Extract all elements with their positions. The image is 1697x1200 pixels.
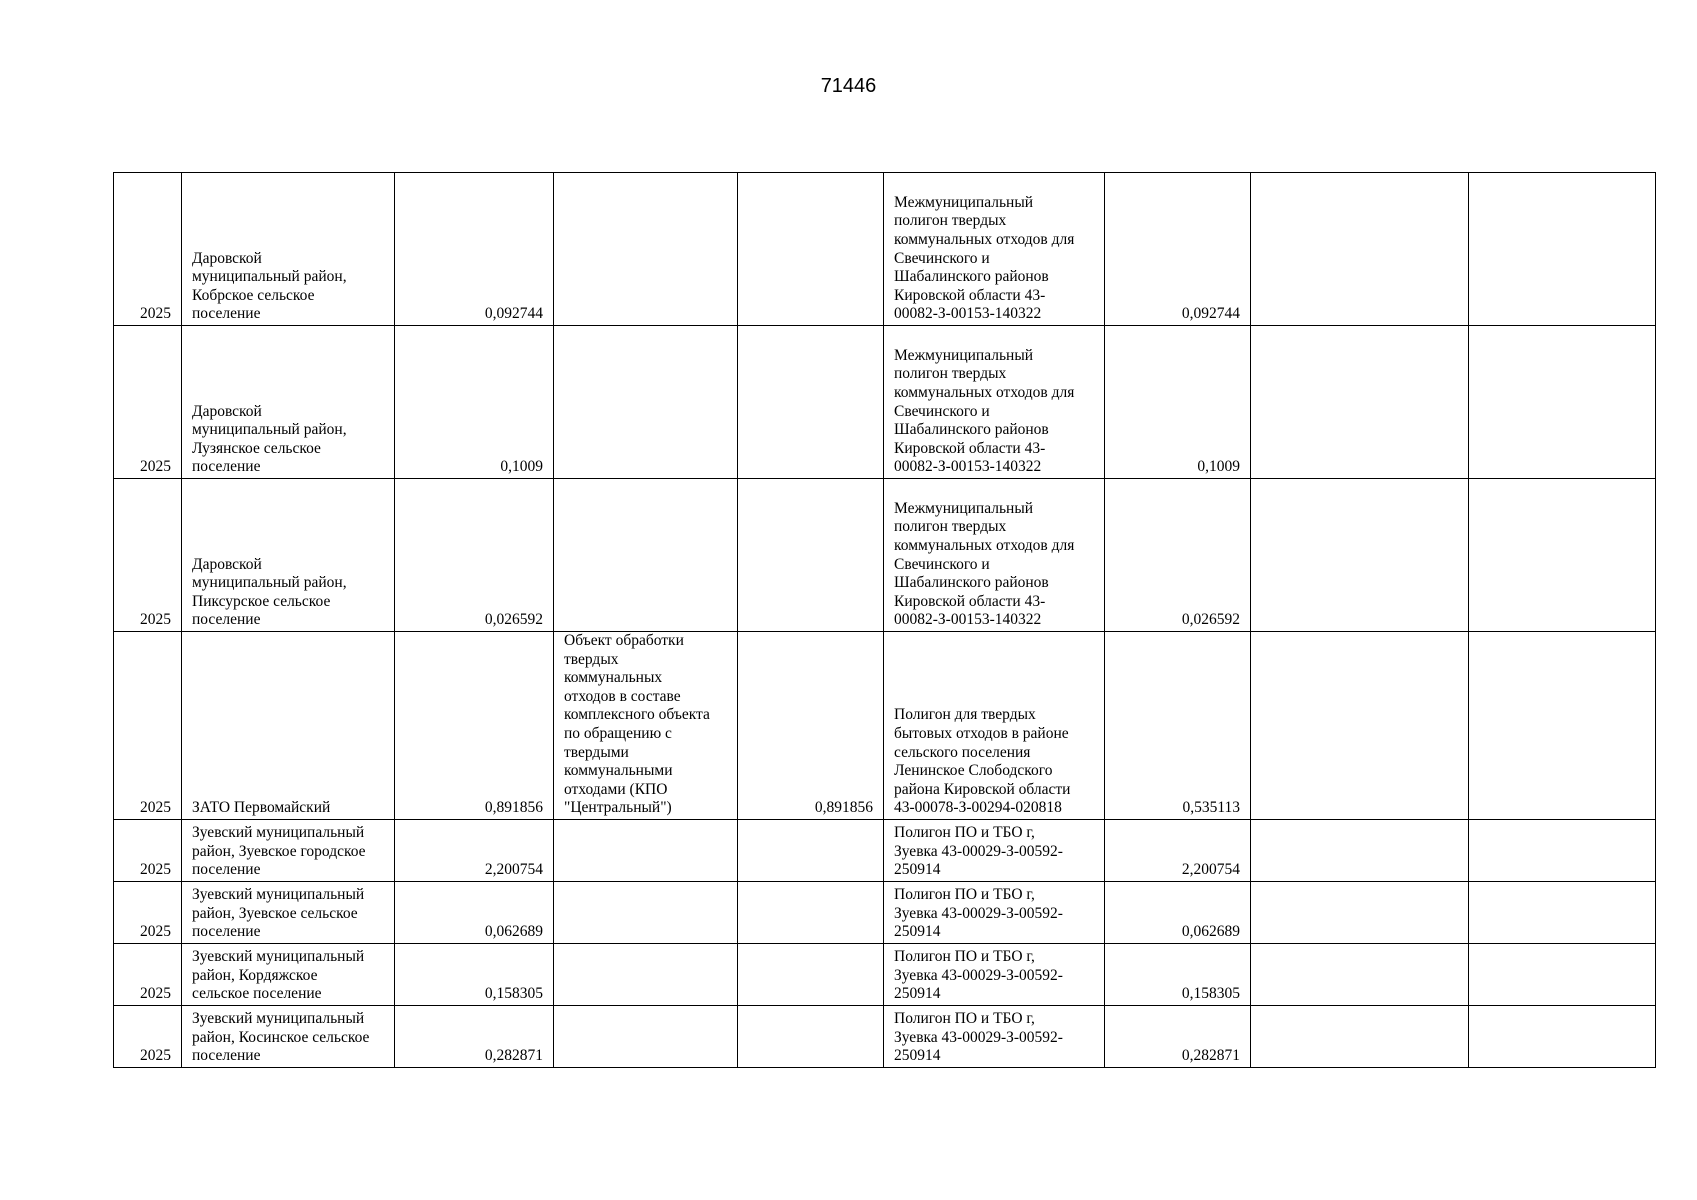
disposal-object-cell: Полигон ПО и ТБО г, Зуевка 43-00029-З-00592- 250914 (884, 820, 1105, 882)
disposal-object-cell: Полигон для твердых бытовых отходов в районе сельского поселения Ленинское Слободского района Кировской области 43-00078-З-00294-020818 (884, 632, 1105, 820)
processing-object-cell (554, 1006, 738, 1068)
empty-cell (1251, 632, 1469, 820)
territory-cell: ЗАТО Первомайский (182, 632, 395, 820)
disposal-object-cell: Полигон ПО и ТБО г, Зуевка 43-00029-З-00592- 250914 (884, 882, 1105, 944)
year-cell: 2025 (114, 479, 182, 632)
processing-volume-cell: 0,891856 (738, 632, 884, 820)
empty-cell (1251, 479, 1469, 632)
disposal-object-cell: Полигон ПО и ТБО г, Зуевка 43-00029-З-00592- 250914 (884, 944, 1105, 1006)
table-row (114, 479, 1656, 632)
territory-cell: Зуевский муниципальный район, Зуевское сельское поселение (182, 882, 395, 944)
disposal-volume-cell: 0,282871 (1105, 1006, 1251, 1068)
year-cell: 2025 (114, 882, 182, 944)
volume-cell: 0,026592 (395, 479, 554, 632)
empty-cell (1469, 326, 1656, 479)
empty-cell (1469, 632, 1656, 820)
empty-cell (1251, 326, 1469, 479)
disposal-volume-cell: 0,062689 (1105, 882, 1251, 944)
processing-volume-cell (738, 173, 884, 326)
volume-cell: 0,062689 (395, 882, 554, 944)
volume-cell: 0,891856 (395, 632, 554, 820)
territory-cell: Даровской муниципальный район, Лузянское сельское поселение (182, 326, 395, 479)
territory-cell: Зуевский муниципальный район, Косинское сельское поселение (182, 1006, 395, 1068)
empty-cell (1251, 820, 1469, 882)
year-cell: 2025 (114, 326, 182, 479)
table-row (114, 1006, 1656, 1068)
year-cell: 2025 (114, 173, 182, 326)
empty-cell (1469, 944, 1656, 1006)
year-cell: 2025 (114, 820, 182, 882)
table-row (114, 944, 1656, 1006)
processing-volume-cell (738, 479, 884, 632)
volume-cell: 0,282871 (395, 1006, 554, 1068)
empty-cell (1469, 173, 1656, 326)
disposal-volume-cell: 2,200754 (1105, 820, 1251, 882)
disposal-object-cell: Межмуниципальный полигон твердых коммунальных отходов для Свечинского и Шабалинского районов Кировской области 43- 00082-З-00153-140322 (884, 326, 1105, 479)
table-row (114, 882, 1656, 944)
table-row (114, 820, 1656, 882)
territory-cell: Зуевский муниципальный район, Зуевское городское поселение (182, 820, 395, 882)
disposal-volume-cell: 0,158305 (1105, 944, 1251, 1006)
territory-cell: Зуевский муниципальный район, Кордяжское сельское поселение (182, 944, 395, 1006)
year-cell: 2025 (114, 1006, 182, 1068)
table-row (114, 173, 1656, 326)
processing-volume-cell (738, 882, 884, 944)
empty-cell (1469, 820, 1656, 882)
disposal-object-cell: Межмуниципальный полигон твердых коммунальных отходов для Свечинского и Шабалинского районов Кировской области 43- 00082-З-00153-140322 (884, 173, 1105, 326)
empty-cell (1251, 882, 1469, 944)
processing-object-cell (554, 820, 738, 882)
empty-cell (1251, 1006, 1469, 1068)
processing-object-cell (554, 173, 738, 326)
processing-volume-cell (738, 1006, 884, 1068)
page-number: 71446 (820, 75, 877, 97)
table-row (114, 632, 1656, 820)
empty-cell (1251, 944, 1469, 1006)
processing-volume-cell (738, 326, 884, 479)
territory-cell: Даровской муниципальный район, Кобрское сельское поселение (182, 173, 395, 326)
processing-volume-cell (738, 820, 884, 882)
processing-object-cell: Объект обработки твердых коммунальных отходов в составе комплексного объекта по обращению с твердыми коммунальными отходами (КПО "Центральный") (554, 632, 738, 820)
disposal-volume-cell: 0,092744 (1105, 173, 1251, 326)
disposal-object-cell: Межмуниципальный полигон твердых коммунальных отходов для Свечинского и Шабалинского районов Кировской области 43- 00082-З-00153-140322 (884, 479, 1105, 632)
empty-cell (1469, 1006, 1656, 1068)
year-cell: 2025 (114, 944, 182, 1006)
volume-cell: 0,1009 (395, 326, 554, 479)
processing-volume-cell (738, 944, 884, 1006)
waste-flow-table (113, 172, 1656, 1068)
disposal-volume-cell: 0,1009 (1105, 326, 1251, 479)
empty-cell (1469, 479, 1656, 632)
year-cell: 2025 (114, 632, 182, 820)
processing-object-cell (554, 944, 738, 1006)
table-row (114, 326, 1656, 479)
empty-cell (1469, 882, 1656, 944)
disposal-volume-cell: 0,026592 (1105, 479, 1251, 632)
volume-cell: 0,158305 (395, 944, 554, 1006)
processing-object-cell (554, 479, 738, 632)
processing-object-cell (554, 882, 738, 944)
processing-object-cell (554, 326, 738, 479)
volume-cell: 2,200754 (395, 820, 554, 882)
disposal-volume-cell: 0,535113 (1105, 632, 1251, 820)
territory-cell: Даровской муниципальный район, Пиксурское сельское поселение (182, 479, 395, 632)
volume-cell: 0,092744 (395, 173, 554, 326)
empty-cell (1251, 173, 1469, 326)
disposal-object-cell: Полигон ПО и ТБО г, Зуевка 43-00029-З-00592- 250914 (884, 1006, 1105, 1068)
